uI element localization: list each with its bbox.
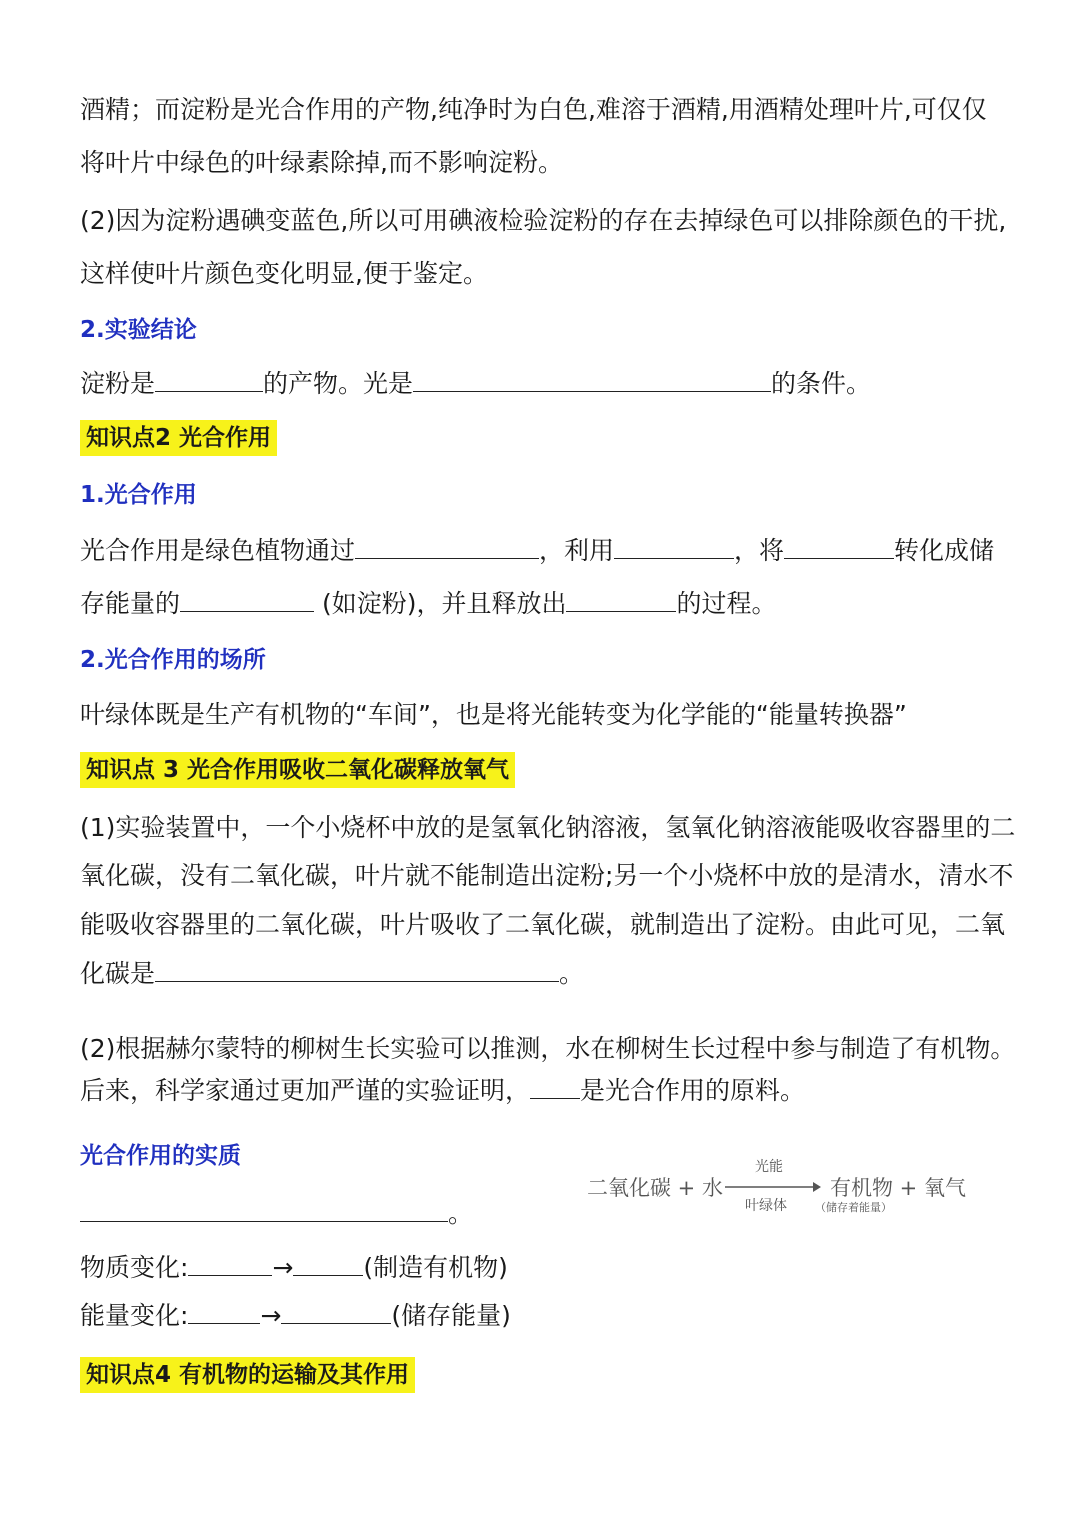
highlight-heading: 知识点4 有机物的运输及其作用 — [80, 1357, 415, 1393]
blank[interactable] — [566, 589, 676, 612]
blank[interactable] — [293, 1253, 363, 1276]
blank[interactable] — [530, 1076, 580, 1099]
paragraph-line: (2)因为淀粉遇碘变蓝色,所以可用碘液检验淀粉的存在去掉绿色可以排除颜色的干扰, — [80, 206, 1007, 235]
paragraph-line: (1)实验装置中，一个小烧杯中放的是氢氧化钠溶液，氢氧化钠溶液能吸收容器里的二 — [80, 813, 1016, 842]
fill-blank-line: 能量变化: → (储存能量) — [80, 1301, 511, 1330]
fill-blank-line: 。 — [80, 1196, 473, 1232]
fill-blank-line: 存能量的 (如淀粉)，并且释放出 的过程。 — [80, 589, 777, 618]
blank[interactable] — [355, 536, 539, 559]
equation-condition-above: 光能 — [755, 1159, 783, 1175]
paragraph-line: 能吸收容器里的二氧化碳，叶片吸收了二氧化碳，就制造出了淀粉。由此可见，二氧 — [80, 910, 1006, 939]
paragraph-line: 氧化碳，没有二氧化碳，叶片就不能制造出淀粉;另一个小烧杯中放的是清水，清水不 — [80, 861, 1014, 890]
equation-reactants: 二氧化碳 + 水 — [587, 1176, 723, 1200]
highlight-heading: 知识点 3 光合作用吸收二氧化碳释放氧气 — [80, 752, 515, 788]
blank[interactable] — [180, 589, 314, 612]
blank[interactable] — [155, 959, 559, 982]
blank[interactable] — [413, 369, 771, 392]
equation-products: 有机物 + 氧气 — [830, 1176, 966, 1200]
section-heading: 光合作用的实质 — [80, 1143, 241, 1169]
blank[interactable] — [281, 1301, 391, 1324]
paragraph-line: 这样使叶片颜色变化明显,便于鉴定。 — [80, 259, 488, 288]
section-heading: 1.光合作用 — [80, 482, 197, 508]
fill-blank-line: 物质变化: → (制造有机物) — [80, 1253, 508, 1282]
equation-note: （储存着能量） — [815, 1201, 892, 1214]
photosynthesis-equation — [585, 1152, 975, 1222]
paragraph-line: 将叶片中绿色的叶绿素除掉,而不影响淀粉。 — [80, 148, 563, 177]
highlight-heading: 知识点2 光合作用 — [80, 420, 277, 456]
fill-blank-line: 化碳是 。 — [80, 959, 585, 988]
equation-condition-below: 叶绿体 — [745, 1198, 787, 1214]
blank[interactable] — [80, 1199, 448, 1222]
paragraph-line: 叶绿体既是生产有机物的“车间”，也是将光能转变为化学能的“能量转换器” — [80, 700, 907, 729]
fill-blank-line: 光合作用是绿色植物通过 ，利用 ，将 转化成储 — [80, 536, 995, 565]
section-heading: 2.实验结论 — [80, 317, 197, 343]
reaction-arrow-icon — [725, 1181, 821, 1193]
section-heading: 2.光合作用的场所 — [80, 647, 266, 673]
blank[interactable] — [784, 536, 894, 559]
blank[interactable] — [614, 536, 734, 559]
fill-blank-line: 后来，科学家通过更加严谨的实验证明， 是光合作用的原料。 — [80, 1076, 806, 1105]
blank[interactable] — [188, 1253, 272, 1276]
blank[interactable] — [155, 369, 263, 392]
paragraph-line: (2)根据赫尔蒙特的柳树生长实验可以推测，水在柳树生长过程中参与制造了有机物。 — [80, 1034, 1016, 1063]
blank[interactable] — [188, 1301, 260, 1324]
paragraph-line: 酒精；而淀粉是光合作用的产物,纯净时为白色,难溶于酒精,用酒精处理叶片,可仅仅 — [80, 95, 987, 124]
fill-blank-line: 淀粉是 的产物。光是 的条件。 — [80, 369, 872, 398]
